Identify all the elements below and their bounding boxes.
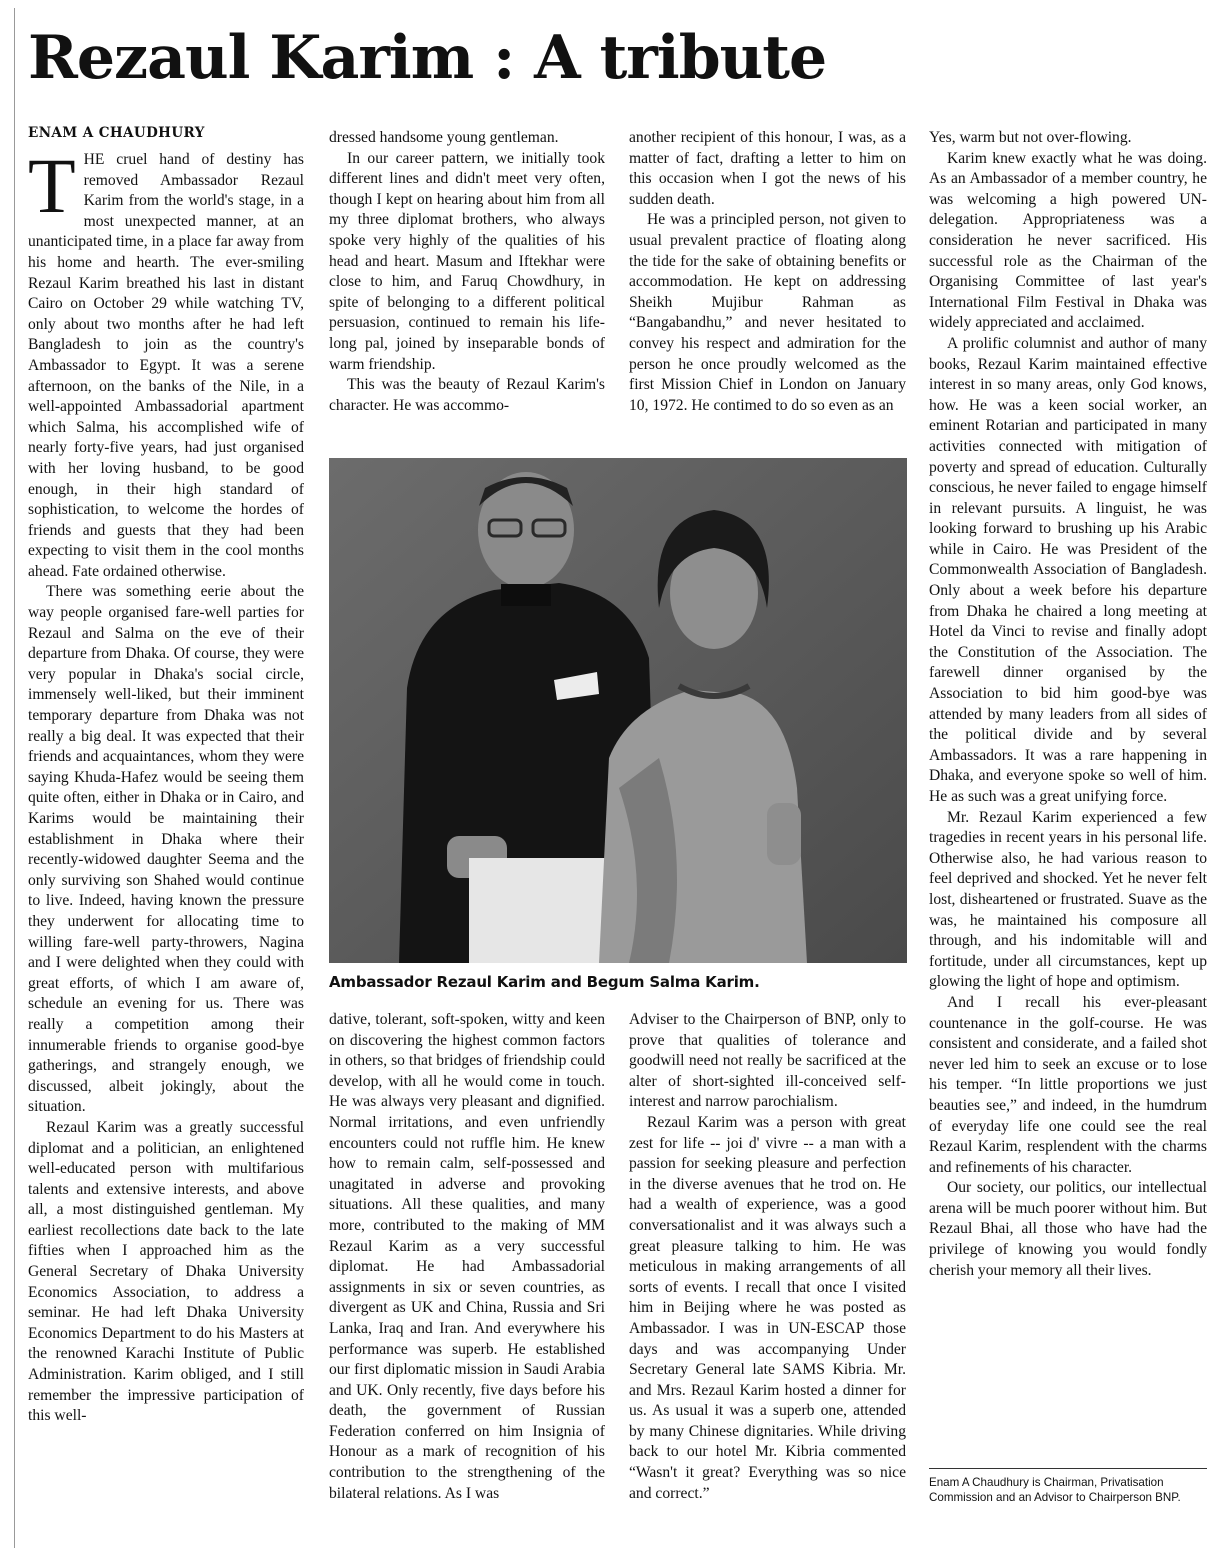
left-margin-rule <box>14 8 15 1548</box>
paragraph: In our career pattern, we initially took different lines and didn't meet very often, though I kept on hearing about him from all my three diplomat brothers, who always spoke very highly of the qualities of his head and heart. Masum and Iftekhar were close to him, and Faruq Chowdhury, in spite of belonging to a different political persuasion, continued to remain his life-long pal, joined by inseparable bonds of warm friendship. <box>329 149 605 373</box>
article-photo <box>329 458 907 963</box>
paragraph <box>28 142 304 582</box>
column-4 <box>929 128 1207 1458</box>
paragraph-text: HE cruel hand of destiny has removed Ambassador Rezaul Karim from the world's stage, in a most unexpected manner, at an unanticipated time, in a place far away from his home and hearth. The ever-smiling Rezaul Karim breathed his last in distant Cairo on October 29 while watching TV, only about two months after he had left Bangladesh to join as the country's Ambassador to Egypt. It was a serene afternoon, on the banks of the Nile, in a well-appointed Ambassadorial apartment which Salma, his accomplished wife of nearly forty-five years, had just organised with her loving husband, to be good enough, in their high standard of sophistication, to welcome the hordes of friends and guests that they had been expecting to visit them in the cool months ahead. Fate ordained otherwise. <box>28 151 304 580</box>
article-title: Rezaul Karim : A tribute <box>28 23 827 93</box>
paragraph: Mr. Rezaul Karim experienced a few tragedies in recent years in his personal life. Otherwise also, he had various reason to feel deprived and shocked. Yet he never felt lost, disheartened or frustrated. Suave as the was, he maintained his composure all through, and his indomitable will and fortitude, under all circumstances, kept up glowing the light of hope and optimism. <box>929 808 1207 991</box>
drop-cap: T <box>28 142 76 229</box>
author-note: Enam A Chaudhury is Chairman, Privatisation Commission and an Advisor to Chairperson BNP. <box>929 1476 1181 1504</box>
paragraph: There was something eerie about the way people organised fare-well parties for Rezaul and Salma on the eve of their departure from Dhaka. Of course, they were very popular in Dhaka's social circle, immensely well-liked, but their imminent temporary departure from Dhaka was not really a big deal. It was expected that their friends and acquaintances, whom they were saying Khuda-Hafez would be seeing them quite often, either in Dhaka or in Cairo, and Karims would be maintaining their establishment in Dhaka where their recently-widowed daughter Seema and the only surviving son Shahed would continue to live. Indeed, having known the pressure they underwent for allocating time to willing fare-well party-throwers, Nagina and I were delighted when they could with great efforts, of which I am aware of, schedule an evening for us. There was really a competition among their innumerable friends to organise good-bye gatherings, and strangely enough, we discussed, albeit jokingly, about the situation. <box>28 583 304 1116</box>
paragraph: Rezaul Karim was a greatly successful diplomat and a politician, an enlightened well-educated person with multifarious talents and extensive interests, and above all, a most distinguished gentleman. My earliest recollections date back to the late fifties when I approached him as the General Secretary of Dhaka University Economics Association, to address a seminar. He had left Dhaka University Economics Department to do his Masters at the renowned Karachi Institute of Public Administration. Karim obliged, and I still remember the impressive participation of this well- <box>28 1118 304 1425</box>
byline: ENAM A CHAUDHURY <box>28 125 205 141</box>
paragraph: A prolific columnist and author of many books, Rezaul Karim maintained effective interest in so many areas, only God knows, how. He was a keen social worker, an eminent Rotarian and participated in many activities connected with mitigation of poverty and spread of education. Culturally conscious, he never failed to engage himself in relevant pursuits. A linguist, he was looking forward to brushing up his Arabic while in Cairo. He was President of the Commonwealth Association of Bangladesh. Only about a week before his departure from Dhaka he chaired a long meeting at Hotel da Vinci to revise and finally adopt the Constitution of the Association. The farewell dinner organised by the Association to bid him good-bye was attended by many leaders from all sides of the political divide and by several Ambassadors. It was a rare happening in Dhaka, and everyone spoke so well of him. He as such was a great unifying force. <box>929 334 1207 805</box>
photo-caption: Ambassador Rezaul Karim and Begum Salma Karim. <box>329 973 760 991</box>
column-2-continued <box>329 1010 605 1545</box>
paragraph: Adviser to the Chairperson of BNP, only to prove that qualities of tolerance and goodwill need not really be sacrificed at the alter of short-sighted ill-conceived self-interest and narrow parochialism. <box>629 1011 906 1111</box>
column-3 <box>629 128 906 438</box>
paragraph: Rezaul Karim was a person with great zest for life -- joi d' vivre -- a man with a passion for seeking pleasure and perfection in the diverse avenues that he trod on. He had a wealth of experience, was a good conversationalist and it was always such a great pleasure talking to him. He was meticulous in making arrangements of all sorts of events. I recall that once I visited him in Beijing where he was posted as Ambassador. I was in UN-ESCAP those days and was accompanying Under Secretary General late SAMS Kibria. Mr. and Mrs. Rezaul Karim hosted a dinner for us. As usual it was a superb one, attended by many Chinese dignitaries. While driving back to our hotel Mr. Kibria commented “Wasn't it great? Everything was so nice and correct.” <box>629 1113 906 1502</box>
paragraph: He was a principled person, not given to usual prevalent practice of floating along the tide for the sake of obtaining benefits or accommodation. He kept on addressing Sheikh Mujibur Rahman as “Bangabandhu,” and never hesitated to convey his respect and admiration for the person he once proudly welcomed as the first Mission Chief in London on January 10, 1972. He contimed to do so even as an <box>629 211 906 414</box>
paragraph: This was the beauty of Rezaul Karim's character. He was accommo- <box>329 376 605 414</box>
author-note-rule <box>929 1468 1207 1469</box>
paragraph: Our society, our politics, our intellectual arena will be much poorer without him. But Rezaul Bhai, all those who have had the privilege of knowing you would fondly cherish your memory all their lives. <box>929 1179 1207 1279</box>
paragraph: another recipient of this honour, I was, as a matter of fact, drafting a letter to him on this occasion when I got the news of his sudden death. <box>629 129 906 208</box>
paragraph: Yes, warm but not over-flowing. <box>929 129 1132 146</box>
paragraph: And I recall his ever-pleasant countenance in the golf-course. He was consistent and considerate, and a failed shot never led him to seek an excuse or to lose his temper. “In little proportions we just beauties see,” and indeed, in the humdrum of everyday life one could see the real Rezaul Karim, resplendent with the charms and refinements of his character. <box>929 993 1207 1176</box>
photo-illustration <box>329 458 907 963</box>
column-1 <box>28 124 304 1534</box>
column-2 <box>329 128 605 438</box>
paragraph: dressed handsome young gentleman. <box>329 129 559 146</box>
paragraph: dative, tolerant, soft-spoken, witty and keen on discovering the highest common factors in others, so that bridges of friendship could develop, with all he would come in touch. He was always very pleasant and dignified. Normal irritations, and even unfriendly encounters could not ruffle him. He knew how to remain calm, self-possessed and unagitated in adverse and provoking situations. All these qualities, and many more, contributed to the making of MM Rezaul Karim as a very successful diplomat. He had Ambassadorial assignments in six or seven countries, as divergent as UK and China, Russia and Sri Lanka, Iraq and Iran. And everywhere his performance was superb. He established our first diplomatic mission in Saudi Arabia and UK. Only recently, five days before his death, the government of Russian Federation conferred on him Insignia of Honour as a mark of recognition of his contribution to the strengthening of the bilateral relations. As I was <box>329 1011 605 1502</box>
column-3-continued <box>629 1010 906 1545</box>
paragraph: Karim knew exactly what he was doing. As an Ambassador of a member country, he was welcoming a high powered UN-delegation. Appropriateness was a consideration he never sacrificed. His successful role as the Chairman of the Organising Committee of last year's International Film Festival in Dhaka was widely appreciated and acclaimed. <box>929 149 1207 332</box>
